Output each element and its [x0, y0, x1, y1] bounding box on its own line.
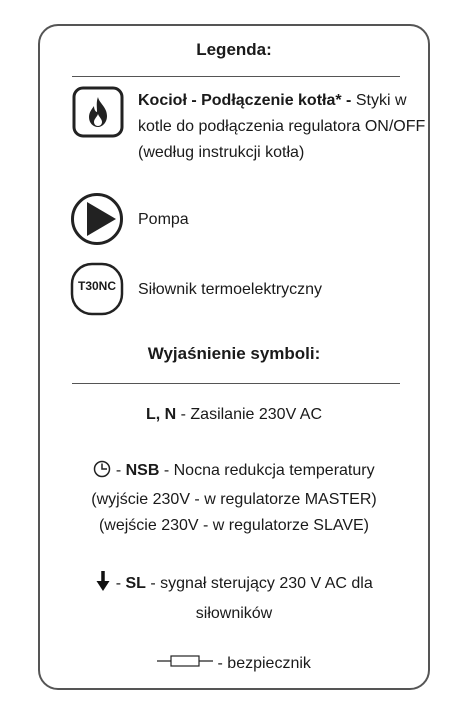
pump-icon	[70, 192, 124, 251]
actuator-label: Siłownik termoelektryczny	[138, 281, 323, 298]
sl-sep2: -	[145, 575, 161, 592]
nsb-code: NSB	[125, 462, 160, 479]
nsb-row	[40, 458, 428, 539]
fuse-text: bezpiecznik	[227, 655, 311, 672]
pump-label: Pompa	[138, 211, 189, 228]
boiler-line1: Styki w	[351, 92, 407, 109]
arrow-down-icon	[95, 570, 111, 601]
boiler-title: Kocioł - Podłączenie kotła* -	[138, 92, 352, 109]
sl-text: sygnał sterujący 230 V AC dla	[160, 575, 373, 592]
boiler-line2: kotle do podłączenia regulatora ON/OFF	[138, 118, 426, 135]
nsb-text: Nocna redukcja temperatury	[173, 462, 375, 479]
sl-code: SL	[125, 575, 146, 592]
sl-row	[40, 570, 428, 627]
clock-icon	[93, 460, 111, 487]
actuator-icon	[70, 262, 124, 321]
ln-sep: -	[176, 406, 191, 423]
nsb-line3: (wejście 230V - w regulatorze SLAVE)	[98, 517, 370, 534]
symbols-title: Wyjaśnienie symboli:	[147, 344, 321, 363]
ln-row	[40, 402, 428, 428]
ln-code: L, N	[145, 406, 177, 423]
fuse-icon	[157, 650, 213, 676]
fuse-row	[40, 650, 428, 677]
ln-text: Zasilanie 230V AC	[190, 406, 323, 423]
nsb-sep1: -	[111, 462, 126, 479]
legend-title: Legenda:	[196, 40, 272, 59]
legend-divider	[72, 76, 400, 77]
boiler-line3: (według instrukcji kotła)	[138, 144, 305, 161]
fuse-sep: -	[213, 655, 228, 672]
nsb-sep2: -	[159, 462, 174, 479]
nsb-line2: (wyjście 230V - w regulatorze MASTER)	[91, 491, 377, 508]
legend-card	[38, 24, 430, 690]
flame-icon	[72, 86, 124, 143]
sl-sep1: -	[111, 575, 126, 592]
symbols-divider	[72, 383, 400, 384]
sl-line2: siłowników	[195, 605, 273, 622]
boiler-description	[138, 88, 428, 166]
actuator-icon-text: T30NC	[77, 279, 116, 293]
